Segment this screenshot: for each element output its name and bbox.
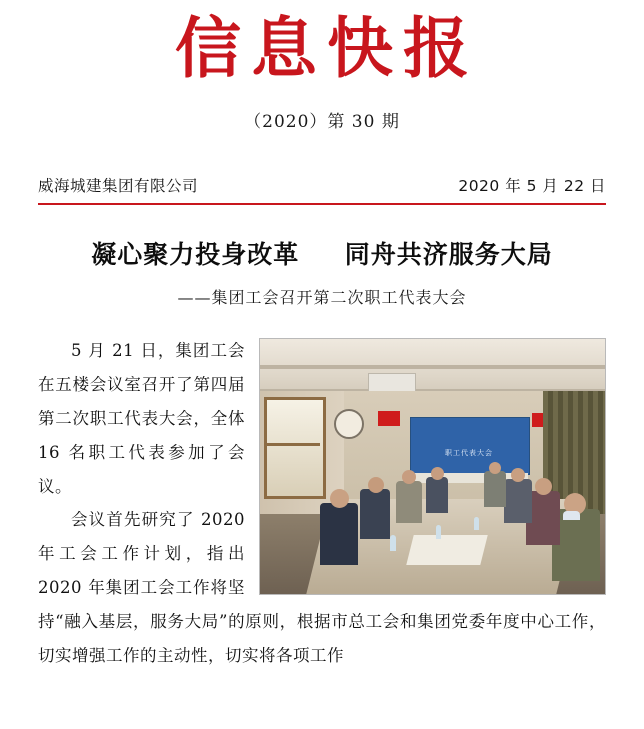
- page-title: 信息快报: [175, 9, 479, 87]
- article-body: [38, 334, 606, 672]
- article-paragraph: 会议首先研究了 2020 年工会工作计划，指出 2020 年集团工会工作将坚持“融入基层，服务大局”的原则，根据市总工会和集团党委年度中心工作，切实增强工作的主动性，切实将各项工作: [38, 510, 606, 665]
- headline-part-1: 凝心聚力投身改革: [91, 240, 300, 270]
- article-headline: [38, 235, 606, 271]
- photo-banner-text: 职工代表大会: [445, 449, 493, 458]
- photo-ceiling-beam: [260, 365, 605, 369]
- meeting-photo: [259, 338, 606, 595]
- article-paragraph: 5 月 21 日，集团工会在五楼会议室召开了第四届第二次职工代表大会，全体 16 名职工代表参加了会议。: [38, 341, 245, 496]
- photo-stage-banner: [410, 417, 530, 475]
- issue-number: （2020）第 30 期: [244, 112, 400, 133]
- headline-part-2: 同舟共济服务大局: [344, 240, 553, 270]
- photo-flag-left: [378, 411, 400, 426]
- photo-table-papers: [406, 535, 487, 565]
- photo-attendee: [484, 471, 506, 507]
- photo-water-bottle: [390, 535, 396, 551]
- masthead-divider: [38, 203, 606, 205]
- article-subheadline: ——集团工会召开第二次职工代表大会: [177, 288, 467, 308]
- photo-water-bottle: [474, 517, 479, 530]
- photo-water-bottle: [436, 525, 441, 539]
- photo-attendee: [360, 489, 390, 539]
- photo-attendee-mask: [563, 511, 580, 520]
- photo-attendee: [320, 503, 358, 565]
- masthead-meta-row: [38, 174, 606, 196]
- photo-attendee: [504, 479, 532, 523]
- photo-window-bar: [264, 443, 320, 446]
- masthead: [38, 0, 606, 132]
- photo-attendee: [396, 481, 422, 523]
- organization-name: 威海城建集团有限公司: [38, 177, 199, 196]
- photo-attendee: [426, 477, 448, 513]
- photo-window: [264, 397, 326, 499]
- publication-date: 2020 年 5 月 22 日: [458, 177, 606, 196]
